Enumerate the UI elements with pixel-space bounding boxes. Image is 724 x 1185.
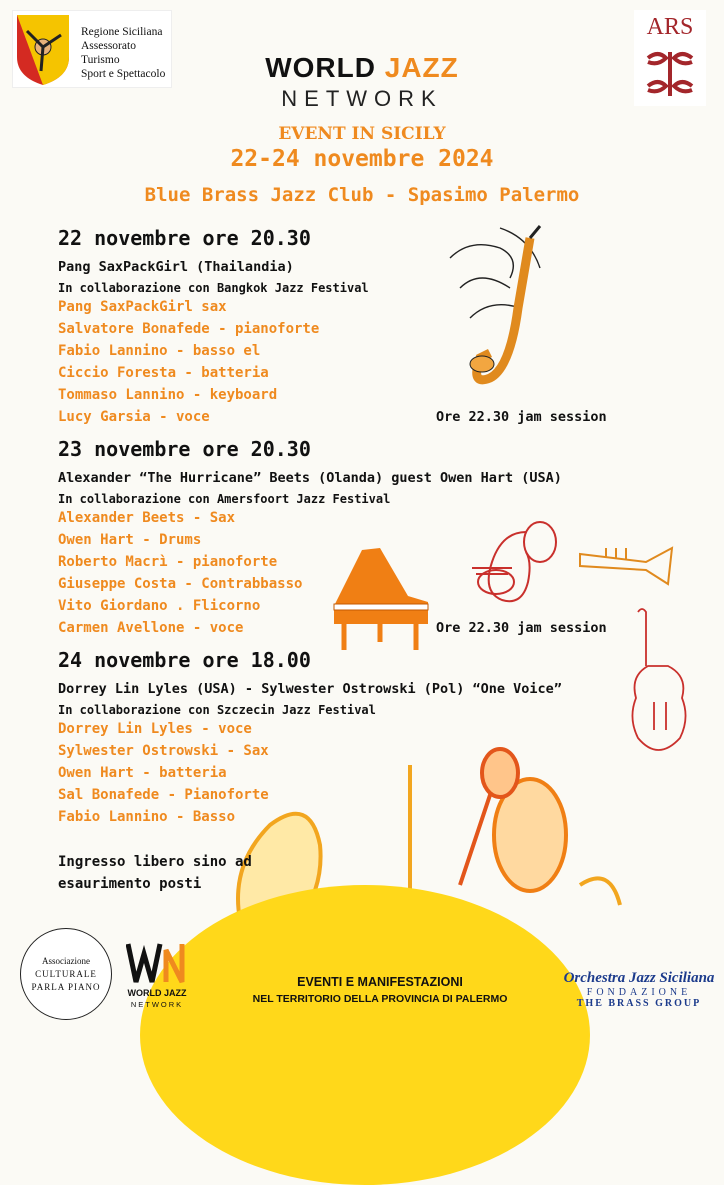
day2-act: Alexander “The Hurricane” Beets (Olanda) guest Owen Hart (USA): [58, 470, 562, 486]
day1-lineup-item: Tommaso Lannino - keyboard: [58, 387, 278, 403]
day3-lineup-item: Sal Bonafede - Pianoforte: [58, 787, 269, 803]
parla-piano-logo: [20, 928, 112, 1020]
day1-lineup-item: Ciccio Foresta - batteria: [58, 365, 269, 381]
day3-lineup-item: Fabio Lannino - Basso: [58, 809, 236, 825]
orchestra-jazz-siciliana-logo: Orchestra Jazz Siciliana FONDAZIONE THE BRASS GROUP: [563, 970, 715, 1009]
day1-collab: In collaborazione con Bangkok Jazz Festival: [58, 281, 369, 295]
free-entry-note: Ingresso libero sino ad esaurimento posti: [58, 854, 252, 892]
day3-act: Dorrey Lin Lyles (USA) - Sylwester Ostrowski (Pol) “One Voice”: [58, 681, 562, 697]
parla-piano-text: Associazione CULTURALE PARLA PIANO: [31, 956, 101, 992]
ars-label: ARS: [646, 14, 694, 40]
event-venue: Blue Brass Jazz Club - Spasimo Palermo: [144, 184, 580, 206]
yellow-sun-shape: [140, 885, 590, 1185]
day2-collab: In collaborazione con Amersfoort Jazz Festival: [58, 492, 391, 506]
day1-jam-session: Ore 22.30 jam session: [436, 409, 607, 425]
saxophone-illustration: [440, 218, 580, 398]
day1-act: Pang SaxPackGirl (Thailandia): [58, 259, 294, 275]
day1-lineup-item: Salvatore Bonafede - pianoforte: [58, 321, 320, 337]
event-in-sicily: EVENT IN SICILY: [278, 124, 446, 144]
day3-collab: In collaborazione con Szczecin Jazz Festival: [58, 703, 376, 717]
day2-lineup-item: Giuseppe Costa - Contrabbasso: [58, 576, 303, 592]
day2-lineup-item: Vito Giordano . Flicorno: [58, 598, 261, 614]
tuba-icon: [462, 512, 562, 607]
jazz-word: JAZZ: [384, 52, 459, 83]
event-dates: 22-24 novembre 2024: [230, 146, 494, 172]
world-jazz-title: [0, 52, 724, 84]
day1-lineup-item: Pang SaxPackGirl sax: [58, 299, 227, 315]
world-jazz-network-small-logo: [112, 940, 202, 1024]
wjn-small-title: WORLD JAZZ: [127, 988, 187, 998]
day2-jam-session: Ore 22.30 jam session: [436, 620, 607, 636]
regione-siciliana-text: Regione Siciliana Assessorato Turismo Sport e Spettacolo: [81, 26, 166, 80]
wjn-small-sub: NETWORK: [130, 1000, 184, 1009]
day2-lineup-item: Alexander Beets - Sax: [58, 510, 236, 526]
world-word: WORLD: [265, 52, 376, 83]
day3-heading: 24 novembre ore 18.00: [58, 648, 311, 672]
day3-lineup-item: Owen Hart - batteria: [58, 765, 227, 781]
trumpet-icon: [576, 540, 676, 590]
day2-lineup-item: Roberto Macrì - pianoforte: [58, 554, 278, 570]
network-word: NETWORK: [281, 86, 443, 111]
grand-piano-icon: [324, 546, 436, 656]
day3-lineup-item: Dorrey Lin Lyles - voce: [58, 721, 252, 737]
day1-lineup-item: Lucy Garsia - voce: [58, 409, 210, 425]
violin-icon: [624, 606, 694, 768]
day1-lineup-item: Fabio Lannino - basso el: [58, 343, 261, 359]
day2-lineup-item: Owen Hart - Drums: [58, 532, 202, 548]
day3-lineup-item: Sylwester Ostrowski - Sax: [58, 743, 269, 759]
day2-lineup-item: Carmen Avellone - voce: [58, 620, 244, 636]
events-banner: EVENTI E MANIFESTAZIONI NEL TERRITORIO DELLA PROVINCIA DI PALERMO: [252, 975, 508, 1005]
day1-heading: 22 novembre ore 20.30: [58, 226, 311, 250]
wjn-mark-icon: [126, 940, 188, 986]
day2-heading: 23 novembre ore 20.30: [58, 437, 311, 461]
